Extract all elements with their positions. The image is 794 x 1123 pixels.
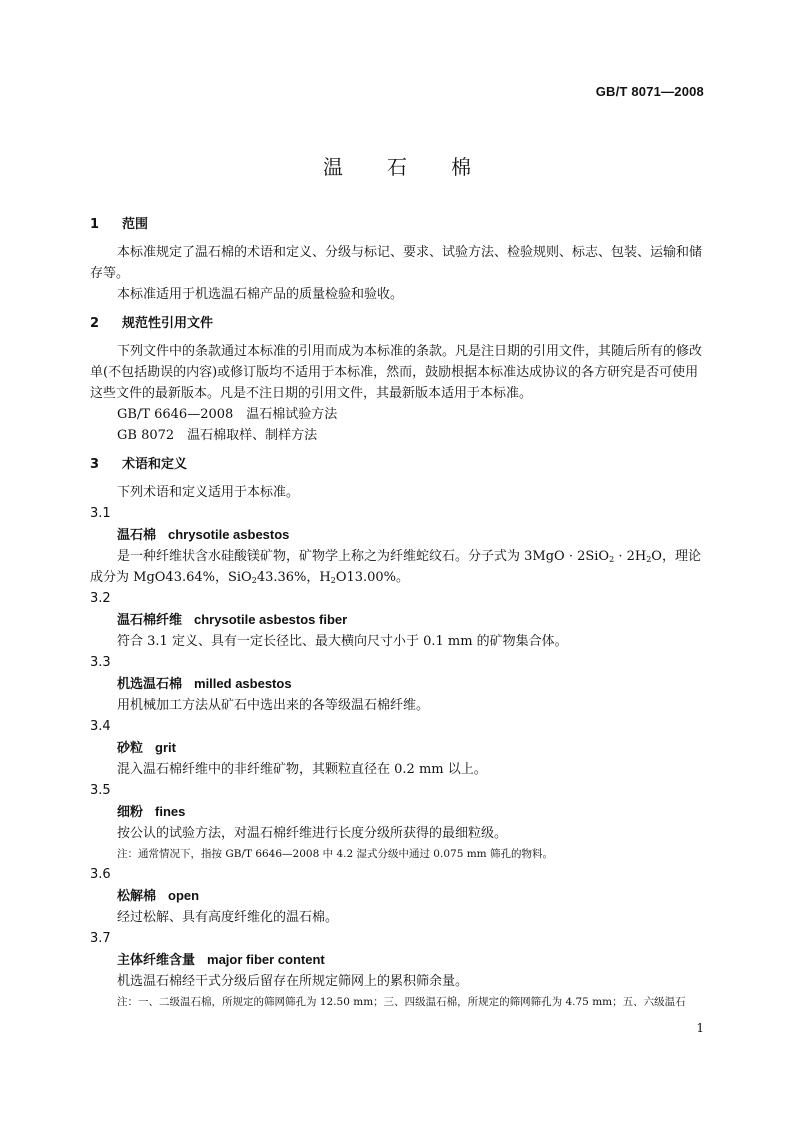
term-definition: 混入温石棉纤维中的非纤维矿物，其颗粒直径在 0.2 mm 以上。 <box>117 762 487 777</box>
reference-item: GB/T 6646—2008 温石棉试验方法 <box>117 407 338 422</box>
term-heading <box>90 609 704 631</box>
term-heading <box>90 885 704 907</box>
document-title: 温石棉 <box>323 155 515 179</box>
term-zh: 细粉 <box>117 805 144 820</box>
term-number: 3.4 <box>90 719 111 734</box>
term-heading <box>90 737 704 759</box>
reference-item: GB 8072 温石棉取样、制样方法 <box>117 428 318 443</box>
term-en: grit <box>155 740 176 755</box>
definition-text: O，理论成分为 MgO43.64%，SiO <box>90 549 701 585</box>
term-zh: 松解棉 <box>117 889 157 904</box>
term-definition <box>90 546 704 588</box>
section-1-paragraph-2: 本标准适用于机选温石棉产品的质量检验和验收。 <box>117 287 404 302</box>
section-3-heading <box>90 454 704 475</box>
definition-text: 43.36%，H <box>256 570 331 585</box>
term-zh: 温石棉 <box>117 528 157 543</box>
subscript: 2 <box>251 576 257 585</box>
term-en: milled asbestos <box>194 676 292 691</box>
term-definition: 经过松解、具有高度纤维化的温石棉。 <box>117 910 339 925</box>
section-number: 1 <box>90 217 100 232</box>
term-heading <box>90 949 704 971</box>
term-number: 3.1 <box>90 506 111 521</box>
term-en: chrysotile asbestos <box>168 527 290 542</box>
term-zh: 主体纤维含量 <box>117 953 196 968</box>
term-definition: 按公认的试验方法，对温石棉纤维进行长度分级所获得的最细粒级。 <box>117 826 508 841</box>
term-en: fines <box>155 804 186 819</box>
definition-text: · 2H <box>614 549 647 564</box>
term-definition: 符合 3.1 定义、具有一定长径比、最大横向尺寸小于 0.1 mm 的矿物集合体。 <box>117 634 568 649</box>
term-zh: 温石棉纤维 <box>117 613 183 628</box>
section-number: 2 <box>90 316 100 331</box>
term-en: open <box>168 888 200 903</box>
definition-text: O13.00%。 <box>335 570 410 585</box>
section-2-paragraph: 下列文件中的条款通过本标准的引用而成为本标准的条款。凡是注日期的引用文件，其随后所有的修改单(不包括勘误的内容)或修订版均不适用于本标准，然而，鼓励根据本标准达成协议的各方研究是否可使用这些文件的最新版本。凡是不注日期的引用文件，其最新版本适用于本标准。 <box>90 344 703 401</box>
term-number: 3.6 <box>90 867 111 882</box>
term-zh: 砂粒 <box>117 741 144 756</box>
term-number: 3.7 <box>90 931 111 946</box>
term-en: major fiber content <box>207 952 325 967</box>
term-note: 注：一、二级温石棉，所规定的筛网筛孔为 12.50 mm；三、四级温石棉，所规定的筛网筛孔为 4.75 mm；五、六级温石 <box>117 996 686 1008</box>
section-3-intro: 下列术语和定义适用于本标准。 <box>117 485 300 500</box>
page-number: 1 <box>696 1021 704 1035</box>
section-title: 术语和定义 <box>122 457 188 472</box>
definition-text: 是一种纤维状含水硅酸镁矿物，矿物学上称之为纤维蛇纹石。分子式为 3MgO · 2SiO <box>117 549 610 564</box>
term-en: chrysotile asbestos fiber <box>194 612 348 627</box>
subscript: 2 <box>609 555 615 564</box>
section-2-heading <box>90 313 704 334</box>
term-heading <box>90 801 704 823</box>
term-definition: 机选温石棉经干式分级后留存在所规定筛网上的累积筛余量。 <box>117 974 469 989</box>
term-definition: 用机械加工方法从矿石中选出来的各等级温石棉纤维。 <box>117 698 430 713</box>
subscript: 2 <box>330 576 336 585</box>
term-heading <box>90 524 704 546</box>
subscript: 2 <box>646 555 652 564</box>
term-note: 注：通常情况下，指按 GB/T 6646—2008 中 4.2 湿式分级中通过 0.075 mm 筛孔的物料。 <box>117 848 553 860</box>
section-number: 3 <box>90 457 100 472</box>
term-heading <box>90 673 704 695</box>
section-1-paragraph-1: 本标准规定了温石棉的术语和定义、分级与标记、要求、试验方法、检验规则、标志、包装、运输和储存等。 <box>90 245 703 281</box>
section-1-heading <box>90 214 704 235</box>
term-number: 3.5 <box>90 783 111 798</box>
standard-number: GB/T 8071—2008 <box>595 84 704 99</box>
section-title: 范围 <box>122 217 149 232</box>
term-number: 3.2 <box>90 591 111 606</box>
document-body <box>90 214 704 1012</box>
term-zh: 机选温石棉 <box>117 677 183 692</box>
section-title: 规范性引用文件 <box>122 316 214 331</box>
term-number: 3.3 <box>90 655 111 670</box>
